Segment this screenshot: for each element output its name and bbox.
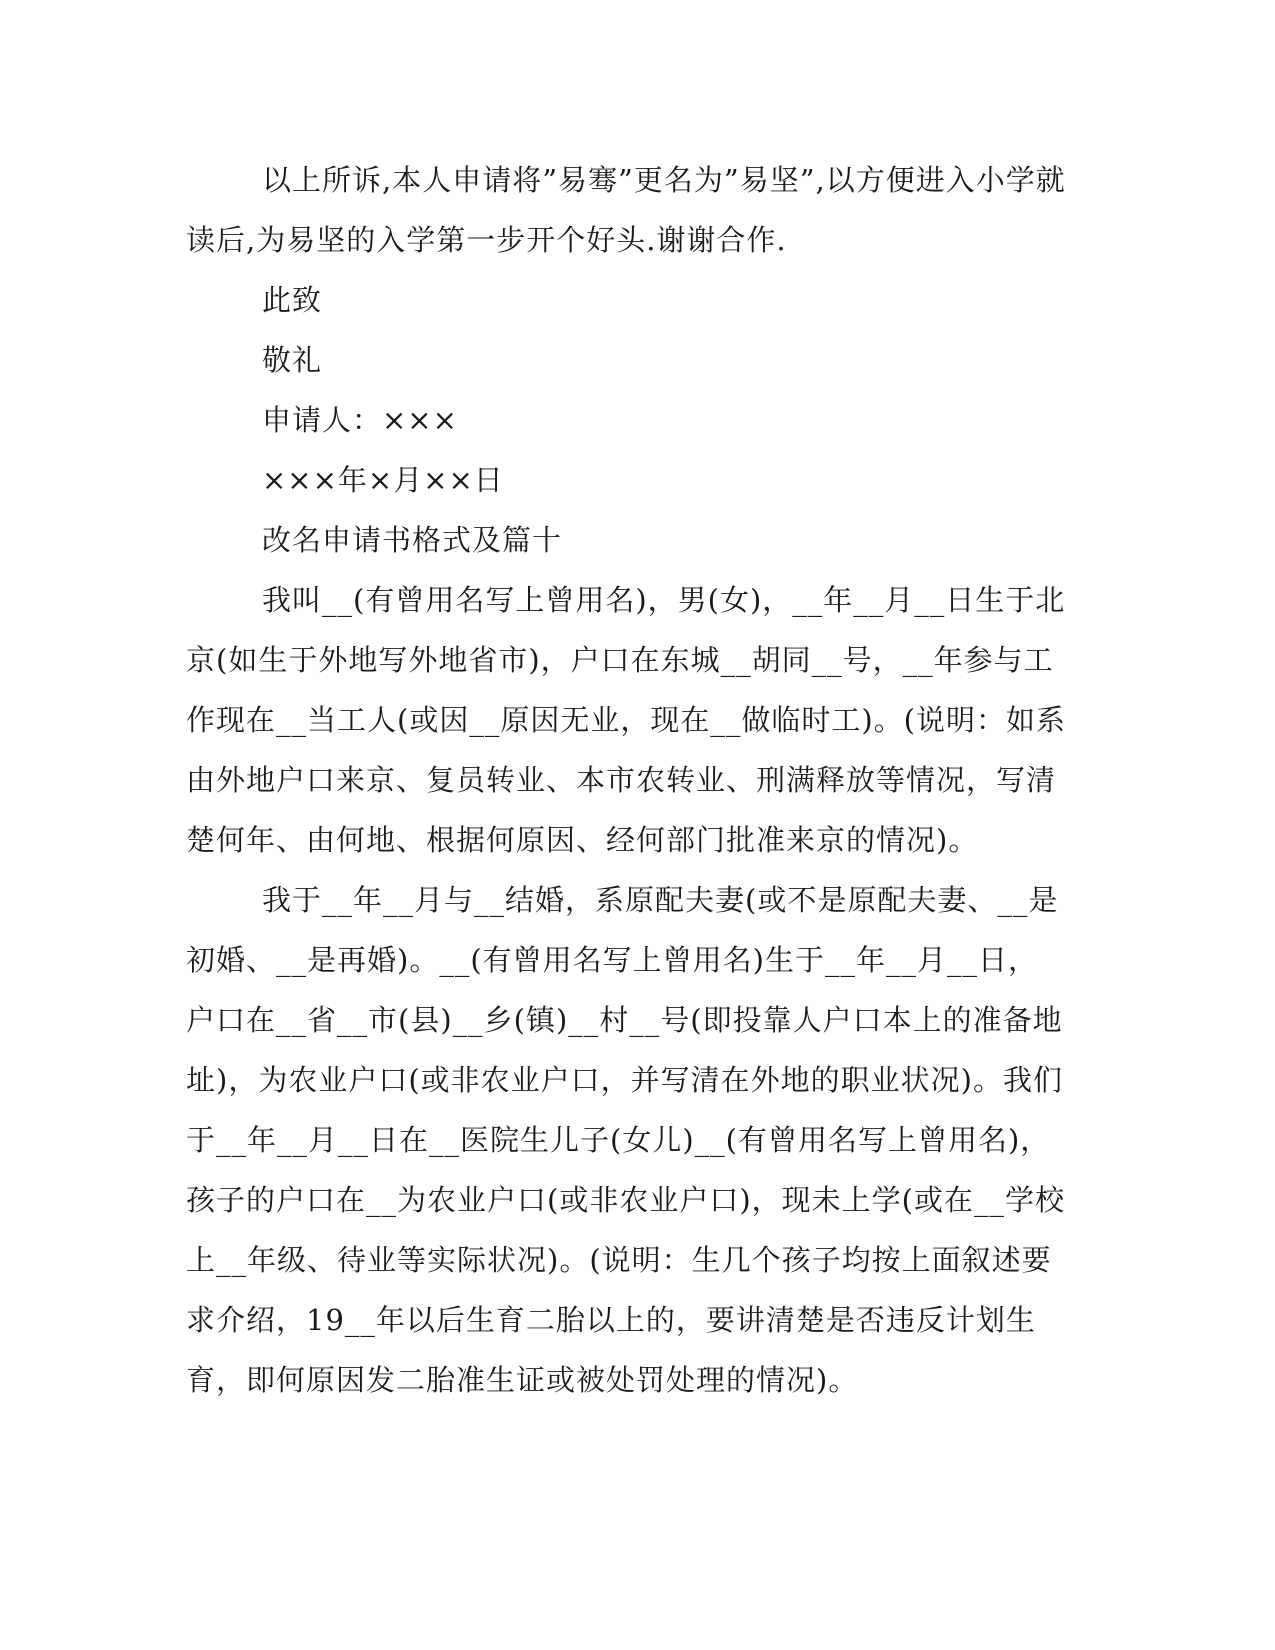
- salutation-cizhi: 此致: [262, 283, 323, 317]
- document-page: [186, 150, 1066, 1410]
- salutation-jingli: 敬礼: [262, 343, 323, 377]
- section-heading: 改名申请书格式及篇十: [262, 523, 563, 557]
- date-line: ×××年×月××日: [262, 463, 504, 497]
- paragraph-personal-info: 我叫__(有曾用名写上曾用名)，男(女)，__年__月__日生于北京(如生于外地写外地省市)，户口在东城__胡同__号，__年参与工作现在__当工人(或因__原因无业，现在__做临时工)。(说明：如系由外地户口来京、复员转业、本市农转业、刑满释放等情况，写清楚何年、由何地、根据何原因、经何部门批准来京的情况)。: [186, 583, 1066, 857]
- paragraph-family-info: 我于__年__月与__结婚，系原配夫妻(或不是原配夫妻、__是初婚、__是再婚)。__(有曾用名写上曾用名)生于__年__月__日，户口在__省__市(县)__乡(镇)__村__号(即投靠人户口本上的准备地址)，为农业户口(或非农业户口，并写清在外地的职业状况)。我们于__年__月__日在__医院生儿子(女儿)__(有曾用名写上曾用名)，孩子的户口在__为农业户口(或非农业户口)，现未上学(或在__学校上__年级、待业等实际状况)。(说明：生几个孩子均按上面叙述要求介绍，19__年以后生育二胎以上的，要讲清楚是否违反计划生育，即何原因发二胎准生证或被处罚处理的情况)。: [186, 883, 1065, 1397]
- paragraph-closing-request: 以上所诉,本人申请将”易骞”更名为”易坚”,以方便进入小学就读后,为易坚的入学第一步开个好头.谢谢合作.: [186, 163, 1066, 257]
- applicant-line: 申请人：×××: [262, 403, 458, 437]
